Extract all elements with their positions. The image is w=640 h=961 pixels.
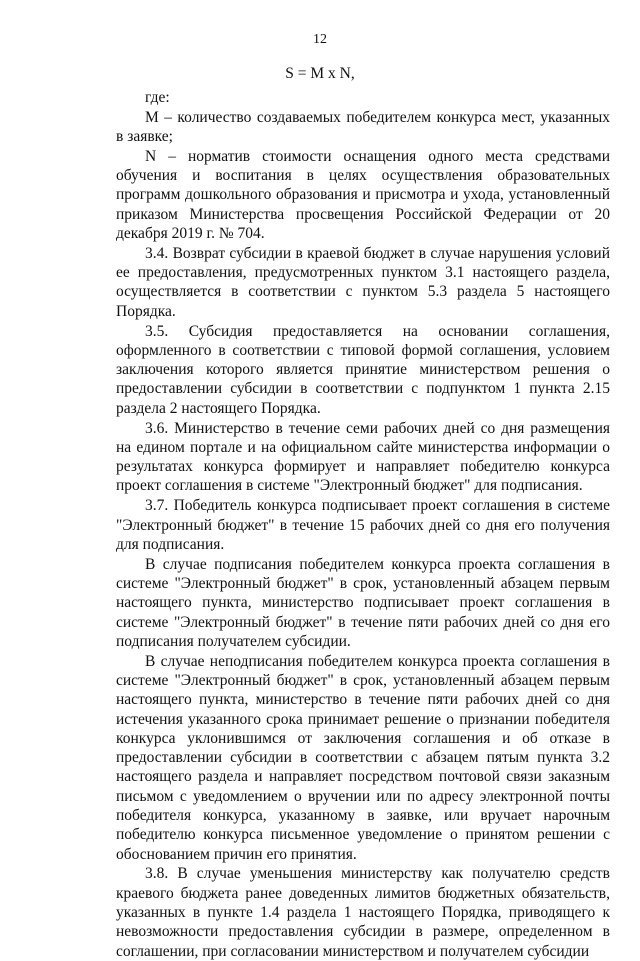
body-text [116,88,610,961]
paragraph-3-4: 3.4. Возврат субсидии в краевой бюджет в случае нарушения условий ее предоставления, предусмотренных пунктом 3.1 настоящего раздела, осуществляется в соответствии с пунктом 5.3 раздела 5 настоящего Порядка. [116,244,610,320]
paragraph-where: где: [145,89,170,106]
formula: S = M x N, [285,65,355,82]
paragraph-m-definition: М – количество создаваемых победителем конкурса мест, указанных в заявке; [116,108,610,146]
paragraph-3-6: 3.6. Министерство в течение семи рабочих дней со дня размещения на едином портале и на официальном сайте министерства информации о результатах конкурса формирует и направляет победителю конкурса проект соглашения в системе "Электронный бюджет" для подписания. [116,419,610,495]
paragraph-3-7-non-signing: В случае неподписания победителем конкурса проекта соглашения в системе "Электронный бюджет" в срок, установленный абзацем первым настоящего пункта, министерство в течение пяти рабочих дней со дня истечения указанного срока принимает решение о признании победителя конкурса уклонившимся от заключения соглашения и об отказе в предоставлении субсидии в соответствии с абзацем пятым пункта 3.2 настоящего раздела и направляет посредством почтовой связи заказным письмом с уведомлением о вручении или по адресу электронной почты победителя конкурса, указанному в заявке, или вручает нарочным победителю конкурса письменное уведомление о принятом решении с обоснованием причин его принятия. [116,652,610,863]
paragraph-3-7-signing: В случае подписания победителем конкурса проекта соглашения в системе "Электронный бюджет" в срок, установленный абзацем первым настоящего пункта, министерство подписывает проект соглашения в системе "Электронный бюджет" в течение пяти рабочих дней со дня его подписания получателем субсидии. [116,555,610,650]
page-number: 12 [313,32,327,47]
paragraph-n-definition: N – норматив стоимости оснащения одного места средствами обучения и воспитания в целях осуществления образовательных программ дошкольного образования и присмотра и ухода, установленный приказом Министерства просвещения Российской Федерации от 20 декабря 2019 г. № 704. [116,147,610,243]
paragraph-3-5: 3.5. Субсидия предоставляется на основании соглашения, оформленного в соответствии с типовой формой соглашения, условием заключения которого является принятие министерством решения о предоставлении субсидии в соответствии с подпунктом 1 пункта 2.15 раздела 2 настоящего Порядка. [116,322,610,417]
paragraph-3-8: 3.8. В случае уменьшения министерству как получателю средств краевого бюджета ранее доведенных лимитов бюджетных обязательств, указанных в пункте 1.4 раздела 1 настоящего Порядка, приводящего к невозможности предоставления субсидии в размере, определенном в соглашении, при согласовании министерством и получателем субсидии [116,865,610,960]
paragraph-3-7: 3.7. Победитель конкурса подписывает проект соглашения в системе "Электронный бюджет" в течение 15 рабочих дней со дня его получения для подписания. [116,497,610,553]
